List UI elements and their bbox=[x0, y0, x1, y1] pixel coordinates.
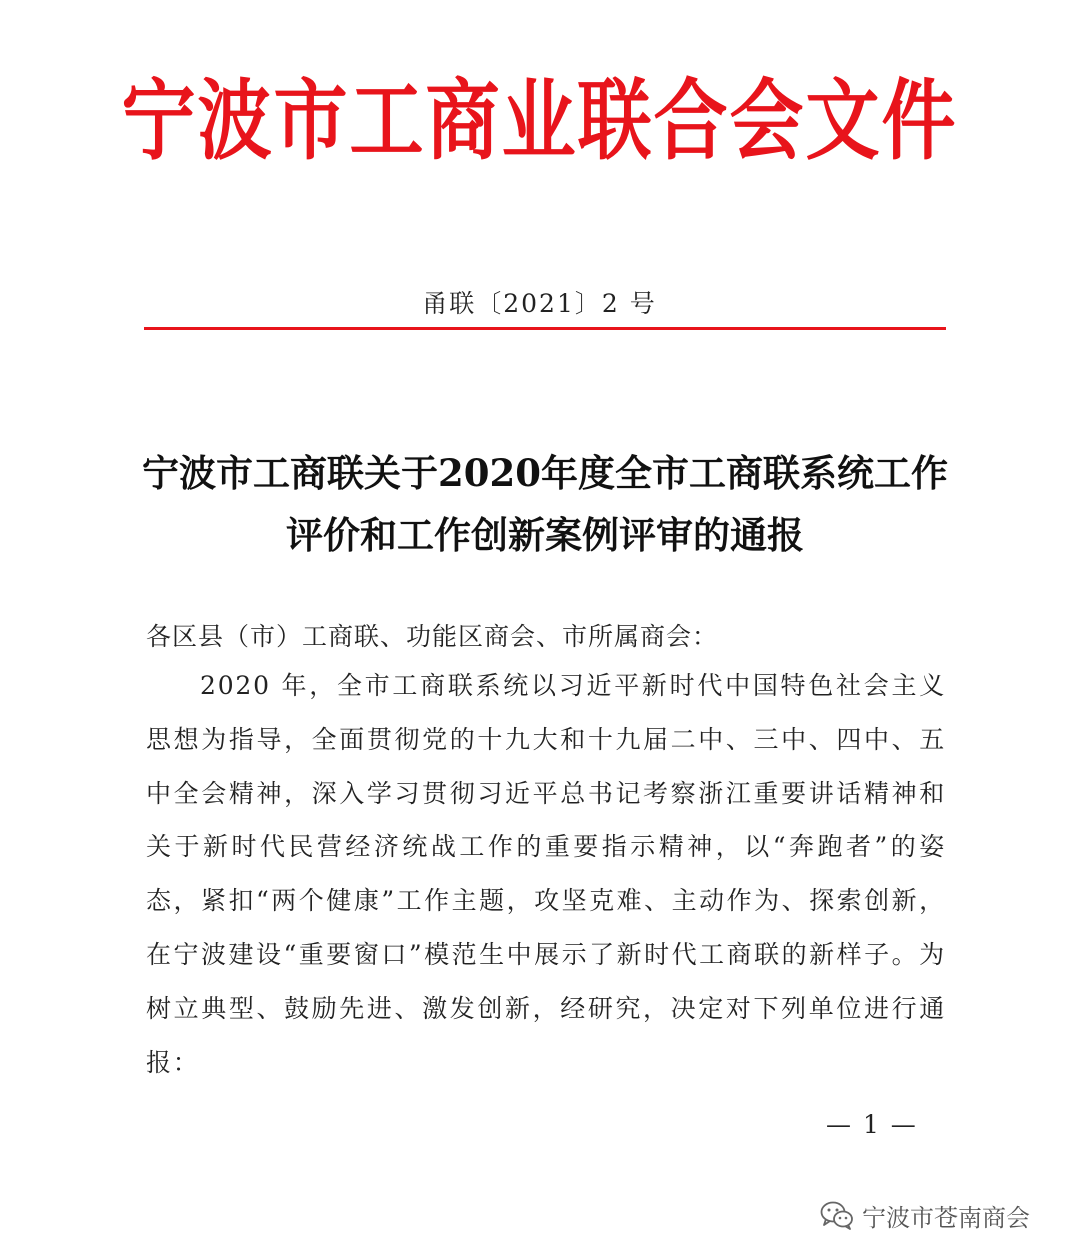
watermark-text: 宁波市苍南商会 bbox=[862, 1203, 1030, 1232]
document-masthead: 宁波市工商业联合会文件 bbox=[121, 70, 958, 173]
wechat-icon bbox=[820, 1200, 854, 1230]
account-watermark bbox=[820, 1198, 1030, 1232]
salutation: 各区县（市）工商联、功能区商会、市所属商会： bbox=[146, 622, 719, 651]
page-number: — 1 — bbox=[826, 1110, 918, 1139]
body-paragraph: 2020 年，全市工商联系统以习近平新时代中国特色社会主义思想为指导，全面贯彻党的十九大和十九届二中、三中、四中、五中全会精神，深入学习贯彻习近平总书记考察浙江重要讲话精神和关于新时代民营经济统战工作的重要指示精神，以“奔跑者”的姿态，紧扣“两个健康”工作主题，攻坚克难、主动作为、探索创新，在宁波建设“重要窗口”模范生中展示了新时代工商联的新样子。为树立典型、鼓励先进、激发创新，经研究，决定对下列单位进行通报： bbox=[146, 671, 946, 1077]
red-divider bbox=[144, 327, 946, 330]
document-number: 甬联〔2021〕2 号 bbox=[422, 289, 657, 318]
document-title: 宁波市工商联关于2020年度全市工商联系统工作评价和工作创新案例评审的通报 bbox=[142, 451, 948, 557]
